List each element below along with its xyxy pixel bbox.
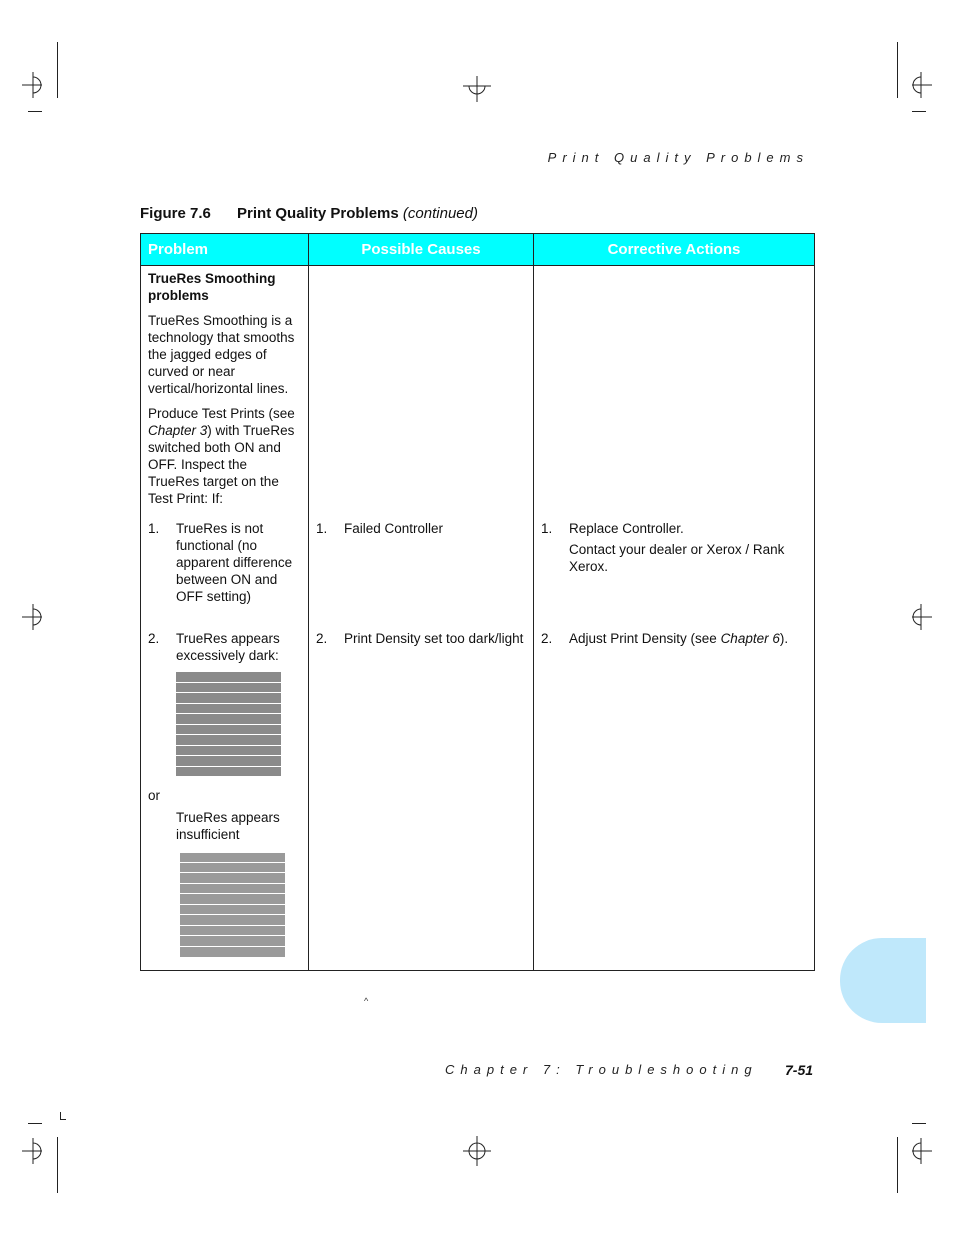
crop-mark [897, 42, 898, 98]
figure-number: Figure 7.6 [140, 205, 211, 222]
running-head: Print Quality Problems [547, 150, 809, 165]
crop-mark [57, 1137, 58, 1193]
problem-text: TrueRes is not functional (no apparent difference between ON and OFF setting) [176, 521, 293, 604]
crop-mark [912, 1123, 926, 1124]
list-item: 2. Adjust Print Density (see Chapter 6). [541, 630, 807, 647]
light-sample-swatch [180, 853, 285, 957]
problem-text: TrueRes appears excessively dark: [176, 631, 280, 663]
dark-sample-swatch [176, 672, 281, 776]
intro-heading: TrueRes Smoothing problems [148, 271, 276, 303]
cause-text: Failed Controller [344, 521, 444, 536]
chapter-reference: Chapter 3 [148, 423, 208, 438]
table-row-intro [141, 266, 815, 521]
column-header-actions: Corrective Actions [534, 234, 815, 266]
list-item: 2. Print Density set too dark/light [316, 630, 526, 647]
registration-mark-icon [910, 1138, 932, 1164]
column-header-causes: Possible Causes [309, 234, 534, 266]
footer-chapter: Chapter 7: Troubleshooting [445, 1062, 758, 1077]
figure-title: Print Quality Problems [237, 205, 399, 222]
registration-mark-icon [22, 604, 44, 630]
registration-mark-icon [22, 1138, 44, 1164]
list-item: 2. TrueRes appears excessively dark: [148, 630, 301, 664]
problem-alt-text: TrueRes appears insufficient [176, 810, 280, 842]
list-item: 1. Replace Controller. Contact your dealer or Xerox / Rank Xerox. [541, 520, 807, 575]
crop-mark [57, 42, 58, 98]
registration-mark-icon [463, 76, 491, 102]
crop-mark [28, 1123, 42, 1124]
registration-mark-icon [22, 72, 44, 98]
page-number: 7-51 [785, 1062, 814, 1078]
or-text: or [148, 788, 161, 803]
intro-instructions: Produce Test Prints (see Chapter 3) with TrueRes switched both ON and OFF. Inspect the TrueRes target on the Test Print: If: [148, 406, 295, 506]
registration-mark-icon [910, 604, 932, 630]
crop-mark [897, 1137, 898, 1193]
action-text: Adjust Print Density (see Chapter 6). [569, 631, 789, 646]
table-row-2 [141, 630, 815, 971]
table-row-1 [141, 520, 815, 630]
crop-mark [912, 111, 926, 112]
chapter-reference: Chapter 6 [720, 631, 780, 646]
figure-continued: (continued) [402, 205, 478, 222]
action-text: Replace Controller. Contact your dealer or Xerox / Rank Xerox. [569, 521, 785, 574]
list-item: 1. TrueRes is not functional (no apparent difference between ON and OFF setting) [148, 520, 301, 605]
print-quality-table [140, 233, 815, 971]
cause-text: Print Density set too dark/light [344, 631, 524, 646]
registration-mark-icon [910, 72, 932, 98]
crop-mark [28, 111, 42, 112]
table-header-row [141, 234, 815, 266]
chapter-tab-marker [840, 938, 926, 1023]
list-item: 1. Failed Controller [316, 520, 526, 537]
crop-mark [60, 1119, 66, 1120]
caret-mark: ^ [364, 996, 369, 1006]
figure-caption [140, 205, 478, 222]
registration-mark-icon [463, 1136, 491, 1166]
column-header-problem: Problem [141, 234, 309, 266]
intro-description: TrueRes Smoothing is a technology that smooths the jagged edges of curved or near vertical/horizontal lines. [148, 313, 295, 396]
